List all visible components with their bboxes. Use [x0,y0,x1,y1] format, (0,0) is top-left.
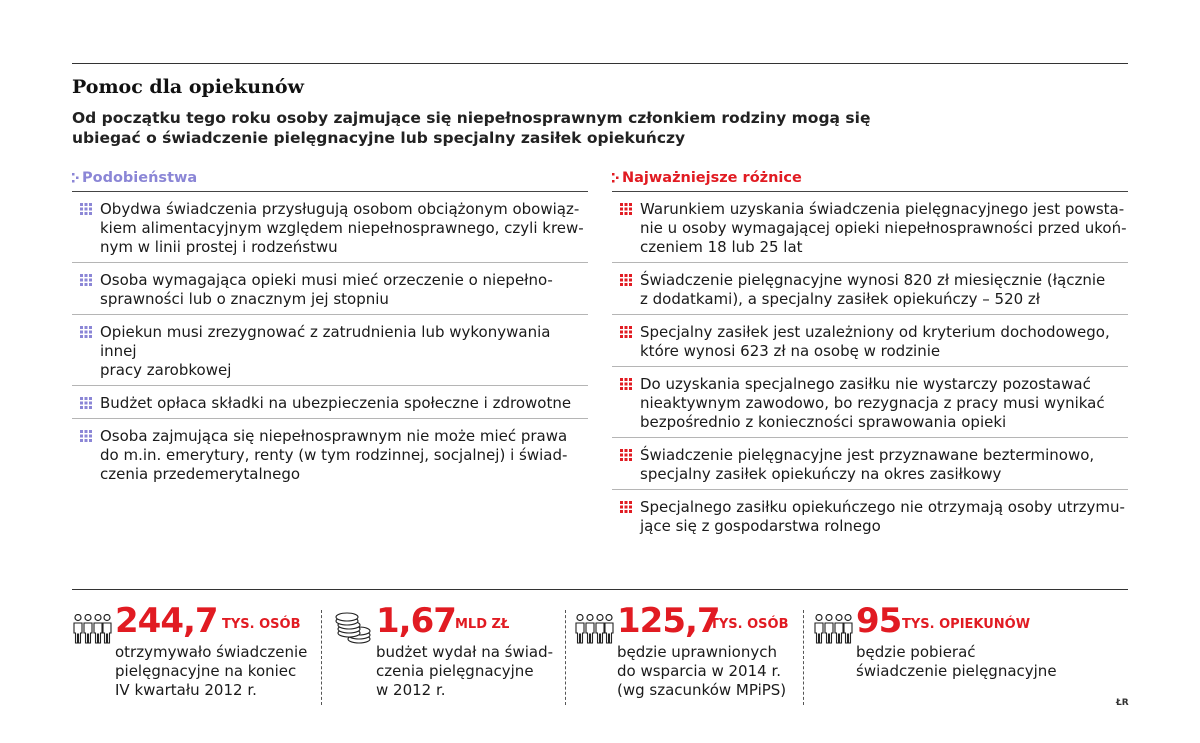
bullet-dots-icon [80,326,92,338]
similarities-heading [72,170,588,192]
stat-block [574,601,799,713]
bullet-dots-icon [80,430,92,442]
top-rule [72,63,1128,64]
bullet-dots-icon [620,501,632,513]
list-item [72,386,588,419]
list-item-text: Obydwa świadczenia przysługują osobom obciążonym obowiąz- kiem alimentacyjnym względem niepełnosprawnego, czyli krew- nym w linii prostej i rodzeństwu [100,200,584,256]
bullet-dots-icon [620,274,632,286]
bullet-dots-icon [80,274,92,286]
bullet-dots-icon [620,449,632,461]
bottom-rule [72,589,1128,590]
list-item-text: Specjalnego zasiłku opiekuńczego nie otrzymają osoby utrzymu- jące się z gospodarstwa rolnego [640,498,1125,535]
list-item [72,315,588,386]
list-item [612,192,1128,263]
people-icon [72,611,112,647]
coins-icon [333,611,373,647]
list-item-text: Świadczenie pielęgnacyjne jest przyznawane bezterminowo, specjalny zasiłek opiekuńczy na okres zasiłkowy [640,446,1095,483]
list-item-text: Warunkiem uzyskania świadczenia pielęgnacyjnego jest powsta- nie u osoby wymagającej opieki niepełnosprawności przed ukoń- czeniem 18 lub 25 lat [640,200,1127,256]
similarities-heading-label: Podobieństwa [82,170,198,186]
heading-dots-icon [72,172,80,184]
differences-heading [612,170,1128,192]
stat-block [813,601,1113,713]
list-item [612,367,1128,438]
stat-separator [565,610,566,705]
people-icon [574,611,614,647]
page-title: Pomoc dla opiekunów [72,76,304,98]
list-item [612,263,1128,315]
stat-number: 1,67 [376,601,456,641]
list-item [72,419,588,489]
stat-block [72,601,312,713]
people-icon [813,611,853,647]
list-item-text: Opiekun musi zrezygnować z zatrudnienia lub wykonywania innej pracy zarobkowej [100,323,551,379]
bullet-dots-icon [80,397,92,409]
list-item-text: Specjalny zasiłek jest uzależniony od kryterium dochodowego, które wynosi 623 zł na osobę w rodzinie [640,323,1110,360]
list-item-text: Osoba zajmująca się niepełnosprawnym nie może mieć prawa do m.in. emerytury, renty (w tym rodzinnej, socjalnej) i świad- czenia przedemerytalnego [100,427,568,483]
list-item-text: Do uzyskania specjalnego zasiłku nie wystarczy pozostawać nieaktywnym zawodowo, bo rezygnacja z pracy musi wynikać bezpośrednio z konieczności sprawowania opieki [640,375,1105,431]
stat-number: 125,7 [617,601,720,641]
differences-column [612,170,1128,541]
list-item-text: Budżet opłaca składki na ubezpieczenia społeczne i zdrowotne [100,394,572,412]
stat-separator [803,610,804,705]
stat-description: budżet wydał na świad- czenia pielęgnacyjne w 2012 r. [376,643,554,699]
stat-description: będzie uprawnionych do wsparcia w 2014 r. (wg szacunków MPiPS) [617,643,787,699]
differences-list [612,192,1128,541]
stat-number: 244,7 [115,601,218,641]
stat-block [333,601,563,713]
stat-description: otrzymywało świadczenie pielęgnacyjne na koniec IV kwartału 2012 r. [115,643,308,699]
bullet-dots-icon [620,326,632,338]
list-item [612,315,1128,367]
bullet-dots-icon [80,203,92,215]
similarities-column [72,170,588,489]
page-subtitle: Od początku tego roku osoby zajmujące się niepełnosprawnym członkiem rodziny mogą się ubiegać o świadczenie pielęgnacyjne lub specjalny zasiłek opiekuńczy [72,109,871,147]
list-item [612,438,1128,490]
bullet-dots-icon [620,378,632,390]
bullet-dots-icon [620,203,632,215]
list-item [72,192,588,263]
list-item-text: Świadczenie pielęgnacyjne wynosi 820 zł miesięcznie (łącznie z dodatkami), a specjalny zasiłek opiekuńczy – 520 zł [640,271,1106,308]
source-credit: ŁR [1116,698,1129,708]
stat-unit: TYS. OSÓB [710,617,789,632]
stat-separator [321,610,322,705]
stat-unit: TYS. OPIEKUNÓW [902,617,1031,632]
list-item [612,490,1128,541]
list-item-text: Osoba wymagająca opieki musi mieć orzeczenie o niepełno- sprawności lub o znacznym jej stopniu [100,271,553,308]
heading-dots-icon [612,172,620,184]
stat-unit: TYS. OSÓB [222,617,301,632]
differences-heading-label: Najważniejsze różnice [622,170,802,186]
list-item [72,263,588,315]
stat-unit: MLD ZŁ [455,617,510,632]
stat-number: 95 [856,601,902,641]
stat-description: będzie pobierać świadczenie pielęgnacyjne [856,643,1057,680]
similarities-list [72,192,588,489]
